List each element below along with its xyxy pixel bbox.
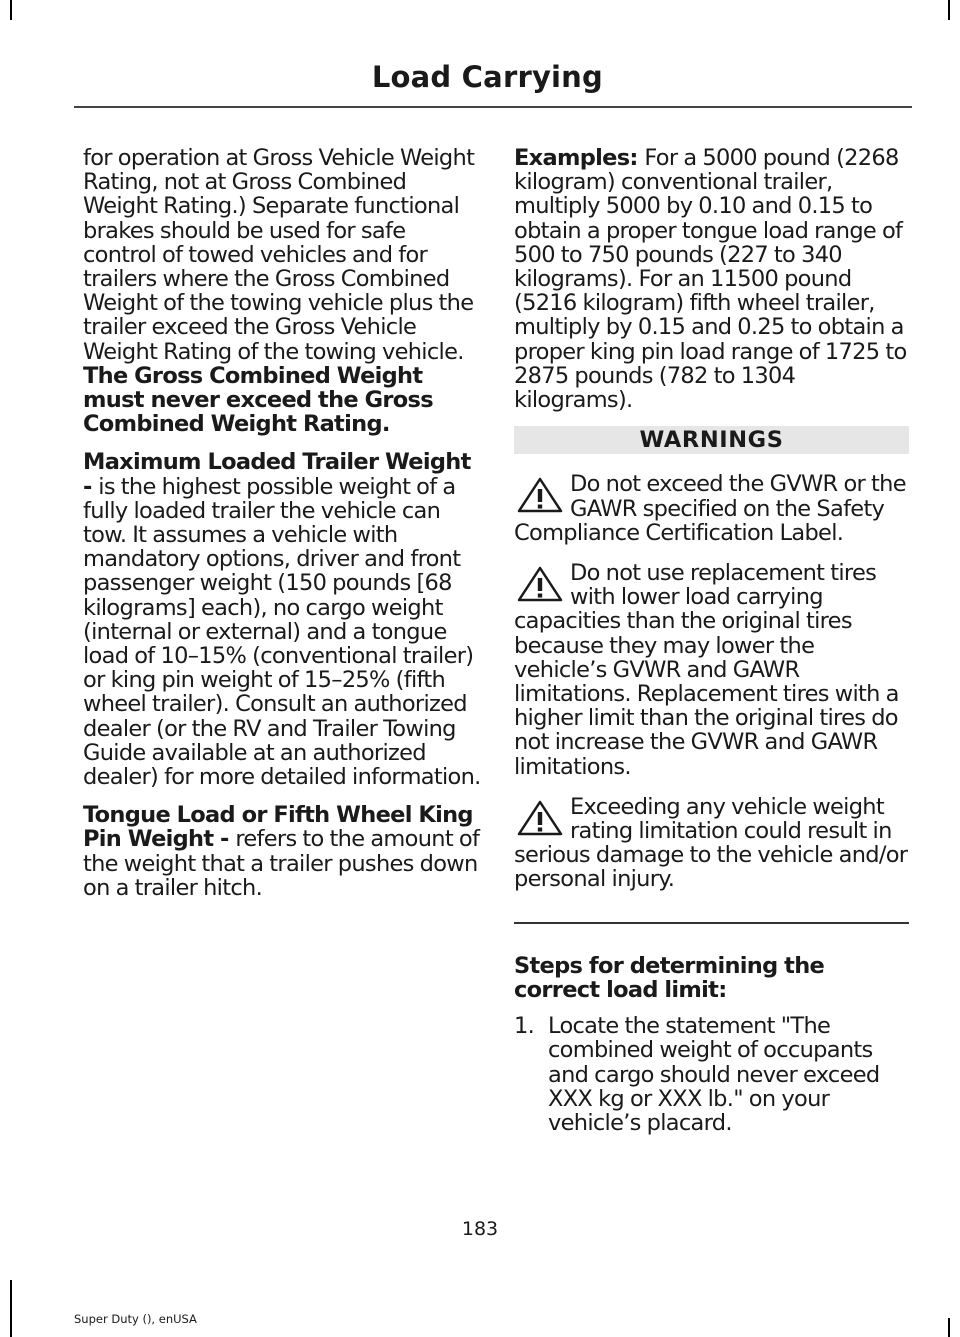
term-max-loaded-trailer: Maximum Loaded Trailer Weight - (83, 449, 471, 500)
paragraph-max-loaded-trailer: Maximum Loaded Trailer Weight - is the highest possible weight of a fully loaded trailer the vehicle can tow. It assumes a vehicle with mandatory options, driver and front passenger weight (150 pounds [68 kilograms] each), no cargo weight (internal or external) and a tongue load of 10–15% (conventional trailer) or king pin weight of 15–25% (fifth wheel trailer). Consult an authorized dealer (or the RV and Trailer Towing Guide available at an authorized dealer) for more detailed information. (83, 449, 481, 791)
right-column (514, 146, 909, 1135)
warning-item (514, 795, 909, 892)
warning-item (514, 472, 909, 545)
step-number: 1. (514, 1013, 535, 1040)
paragraph-gross-combined: for operation at Gross Vehicle Weight Rating, not at Gross Combined Weight Rating.) Separate functional brakes should be used for safe control of towed vehicles and for trailers where the Gross Combined Weight of the towing vehicle plus the trailer exceed the Gross Vehicle Weight Rating of the towing vehicle. The Gross Combined Weight must never exceed the Gross Combined Weight Rating. (83, 145, 475, 438)
warning-text: Do not exceed the GVWR or the GAWR specified on the Safety Compliance Certification Label. (514, 471, 906, 546)
paragraph-tongue-load: Tongue Load or Fifth Wheel King Pin Weight - refers to the amount of the weight that a trailer pushes down on a trailer hitch. (83, 802, 480, 901)
crop-mark-top-right (948, 0, 950, 20)
warning-triangle-icon (516, 799, 564, 837)
page-number: 183 (461, 1218, 499, 1240)
header-divider (74, 106, 912, 108)
left-column (83, 146, 483, 914)
crop-mark-bottom-left (10, 1280, 12, 1337)
term-tongue-load: Tongue Load or Fifth Wheel King Pin Weight - (83, 802, 473, 853)
footer-info: Super Duty (), enUSA (74, 1312, 197, 1326)
list-item (514, 1014, 909, 1135)
page-title: Load Carrying (371, 60, 603, 94)
steps-heading: Steps for determining the correct load limit: (514, 952, 825, 1003)
term-examples: Examples: (514, 145, 645, 171)
paragraph-examples: Examples: For a 5000 pound (2268 kilogram) conventional trailer, multiply 5000 by 0.10 and 0.15 to obtain a proper tongue load range of 500 to 750 pounds (227 to 340 kilograms). For an 11500 pound (5216 kilogram) fifth wheel trailer, multiply by 0.15 and 0.25 to obtain a proper king pin load range of 1725 to 2875 pounds (782 to 1304 kilograms). (514, 145, 907, 414)
section-divider (514, 922, 909, 924)
warning-text: Do not use replacement tires with lower load carrying capacities than the original tires because they may lower the vehicle’s GVWR and GAWR limitations. Replacement tires with a higher limit than the original tires do not increase the GVWR and GAWR limitations. (514, 560, 899, 780)
warning-triangle-icon (516, 565, 564, 603)
warning-item (514, 561, 909, 779)
step-text: Locate the statement "The combined weight of occupants and cargo should never exceed XXX kg or XXX lb." on your vehicle’s placard. (548, 1013, 880, 1136)
bold-warning-text: The Gross Combined Weight must never exceed the Gross Combined Weight Rating. (83, 362, 433, 438)
crop-mark-top-left (10, 0, 12, 20)
warnings-header: WARNINGS (514, 426, 909, 454)
warning-text: Exceeding any vehicle weight rating limitation could result in serious damage to the vehicle and/or personal injury. (514, 793, 908, 893)
crop-mark-bottom-right (948, 1318, 950, 1337)
warning-triangle-icon (516, 476, 564, 514)
